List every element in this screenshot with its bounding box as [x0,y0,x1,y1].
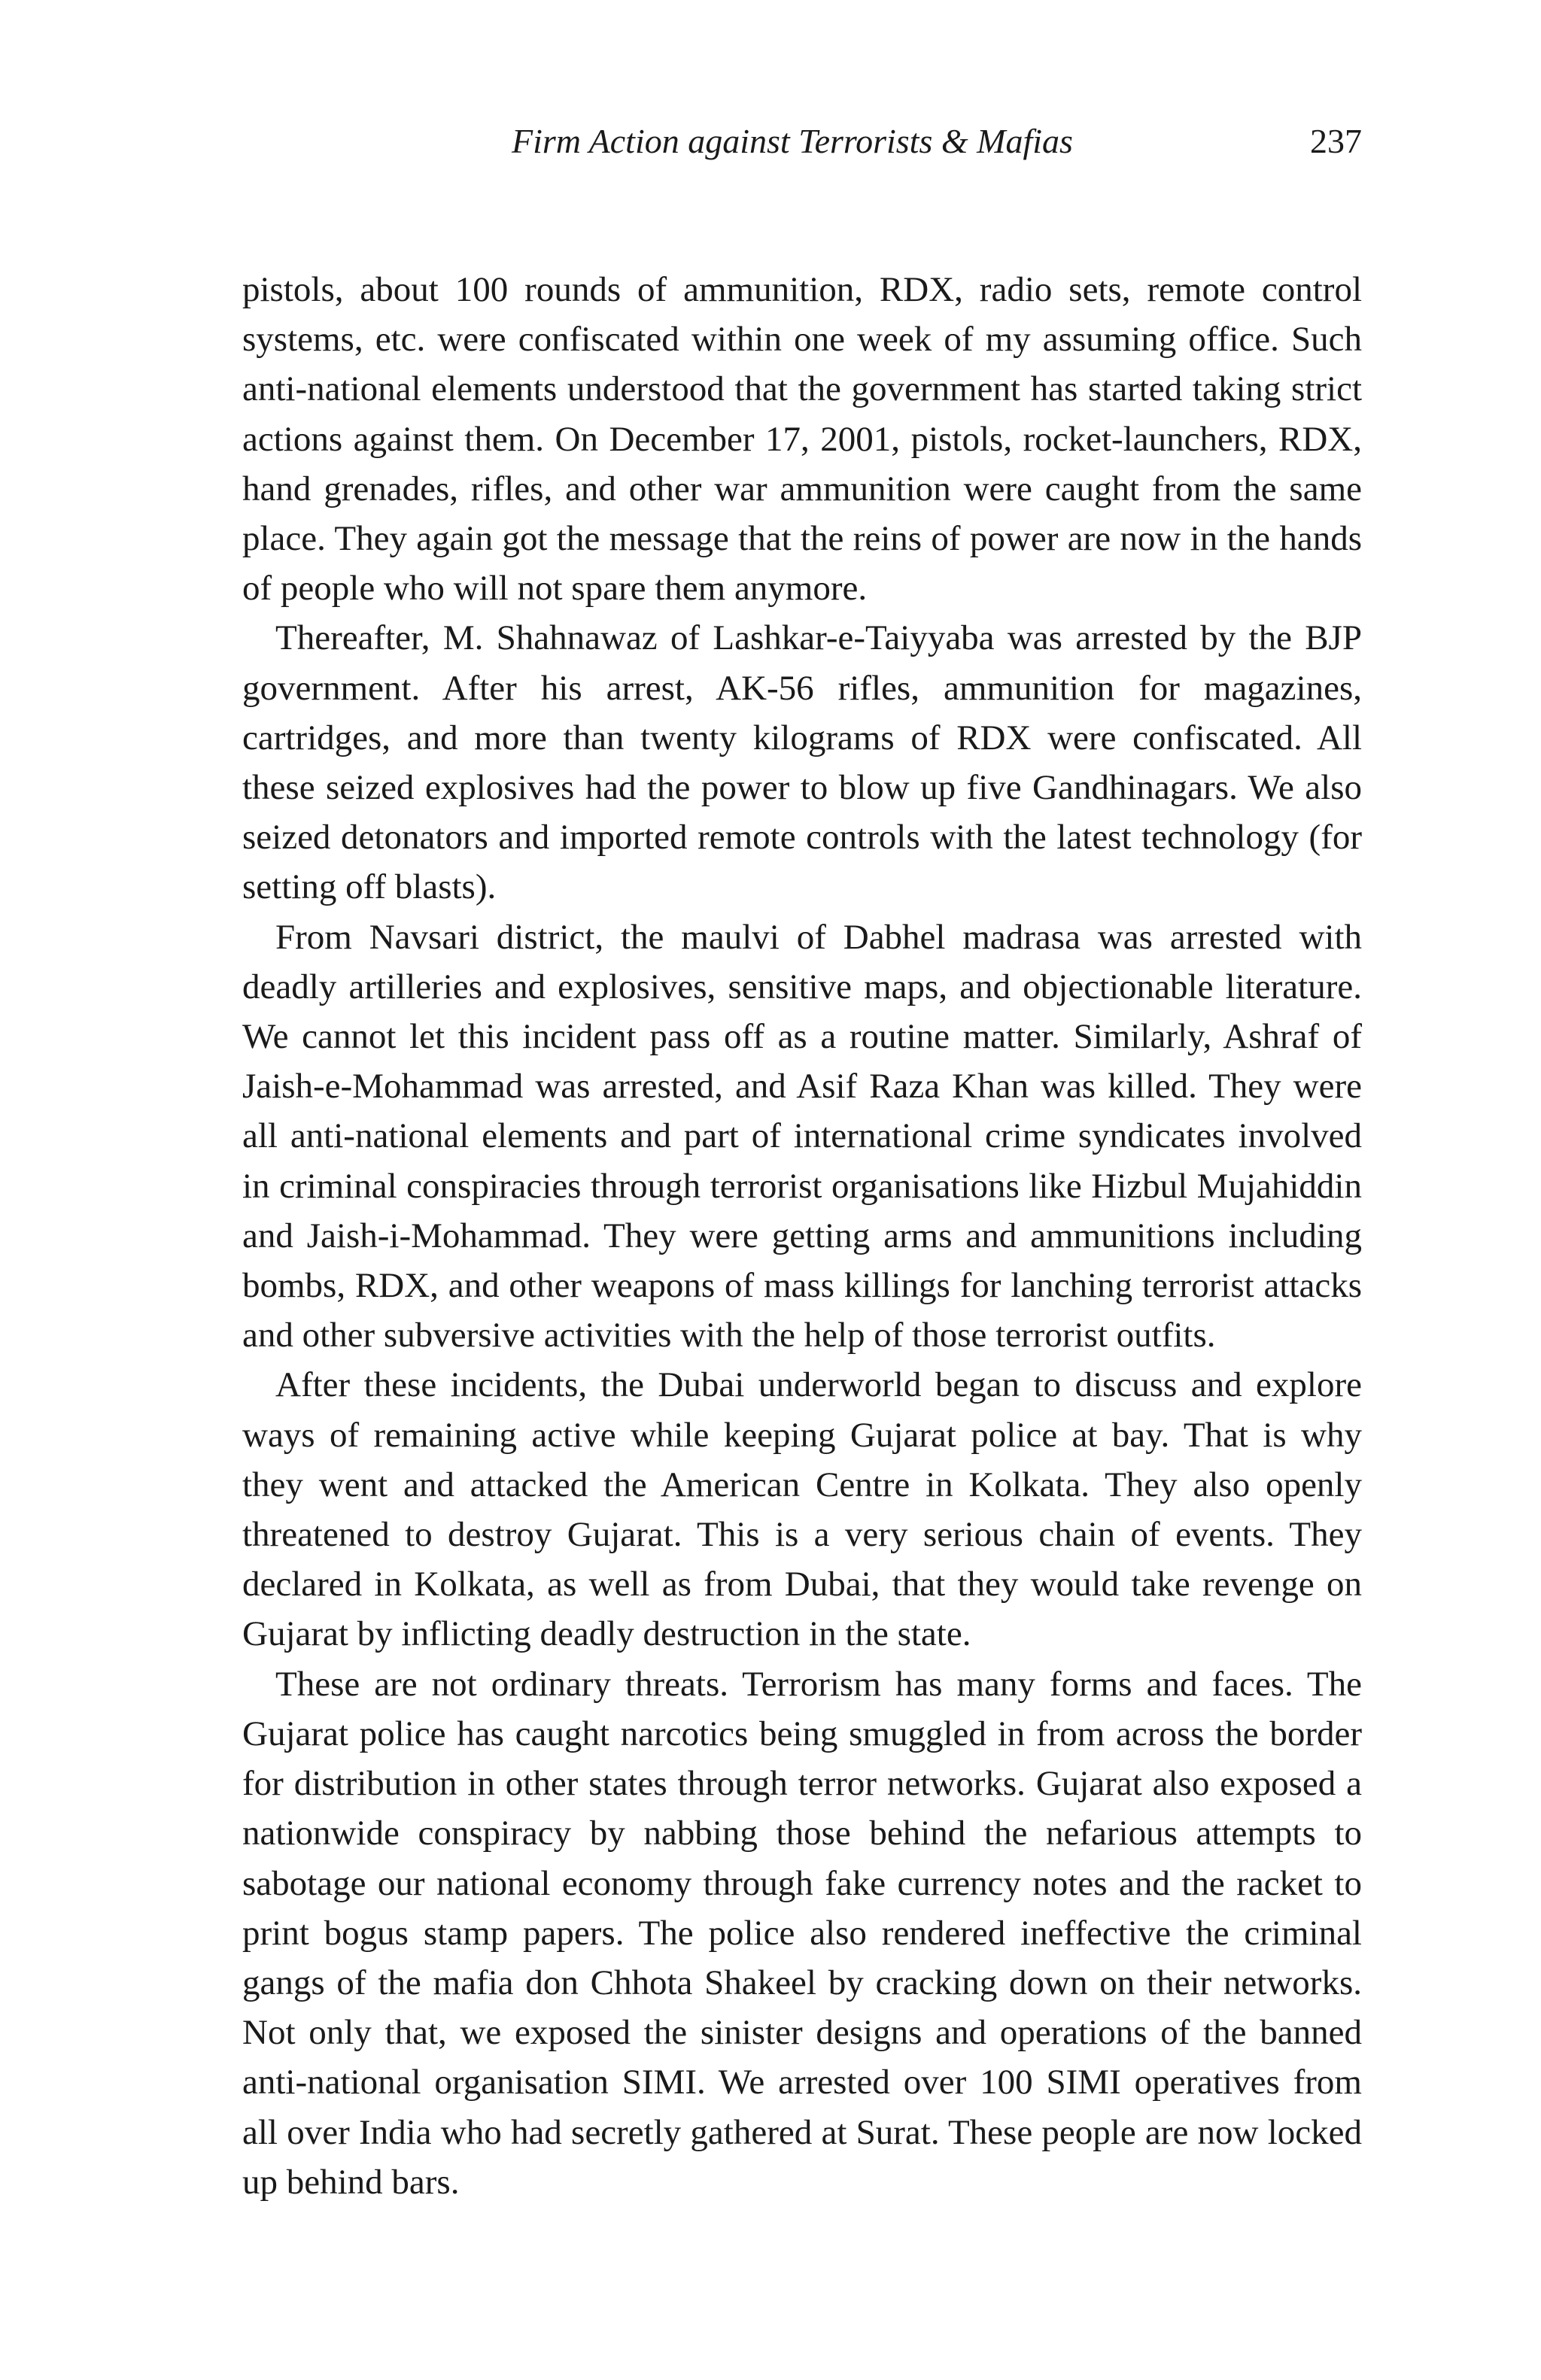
running-header [0,119,1541,164]
running-title: Firm Action against Terrorists & Mafias [512,122,1073,160]
paragraph: Thereafter, M. Shahnawaz of Lashkar-e-Taiyyaba was arrested by the BJP government. After his arrest, AK-56 rifles, ammunition for magazines, cartridges, and more than twenty kilograms of RDX were confiscated. All these seized explosives had the power to blow up five Gandhinagars. We also seized detonators and imported remote controls with the latest technology (for setting off blasts). [242,618,1362,907]
body-text [242,265,1362,2207]
paragraph: From Navsari district, the maulvi of Dabhel madrasa was arrested with deadly artilleries and explosives, sensitive maps, and objectionable literature. We cannot let this incident pass off as a routine matter. Similarly, Ashraf of Jaish-e-Mohammad was arrested, and Asif Raza Khan was killed. They were all anti-national elements and part of international crime syndicates involved in criminal conspiracies through terrorist organisations like Hizbul Mujahiddin and Jaish-i-Mohammad. They were getting arms and ammunitions including bombs, RDX, and other weapons of mass killings for lanching terrorist attacks and other subversive activities with the help of those terrorist outfits. [242,917,1362,1355]
paragraph: pistols, about 100 rounds of ammunition, RDX, radio sets, remote control systems, etc. were confiscated within one week of my assuming office. Such anti-national elements understood that the government has started taking strict actions against them. On December 17, 2001, pistols, rocket-launchers, RDX, hand grenades, rifles, and other war ammunition were caught from the same place. They again got the message that the reins of power are now in the hands of people who will not spare them anymore. [242,270,1362,609]
paragraph: These are not ordinary threats. Terrorism has many forms and faces. The Gujarat police has caught narcotics being smuggled in from across the border for distribution in other states through terror networks. Gujarat also exposed a nationwide conspiracy by nabbing those behind the nefarious attempts to sabotage our national economy through fake currency notes and the racket to print bogus stamp papers. The police also rendered ineffective the criminal gangs of the mafia don Chhota Shakeel by cracking down on their networks. Not only that, we exposed the sinister designs and operations of the banned anti-national organisation SIMI. We arrested over 100 SIMI operatives from all over India who had secretly gathered at Surat. These people are now locked up behind bars. [242,1664,1362,2202]
page-number: 237 [1310,122,1362,160]
paragraph: After these incidents, the Dubai underworld began to discuss and explore ways of remaining active while keeping Gujarat police at bay. That is why they went and attacked the American Centre in Kolkata. They also openly threatened to destroy Gujarat. This is a very serious chain of events. They declared in Kolkata, as well as from Dubai, that they would take revenge on Gujarat by inflicting deadly destruction in the state. [242,1365,1362,1654]
